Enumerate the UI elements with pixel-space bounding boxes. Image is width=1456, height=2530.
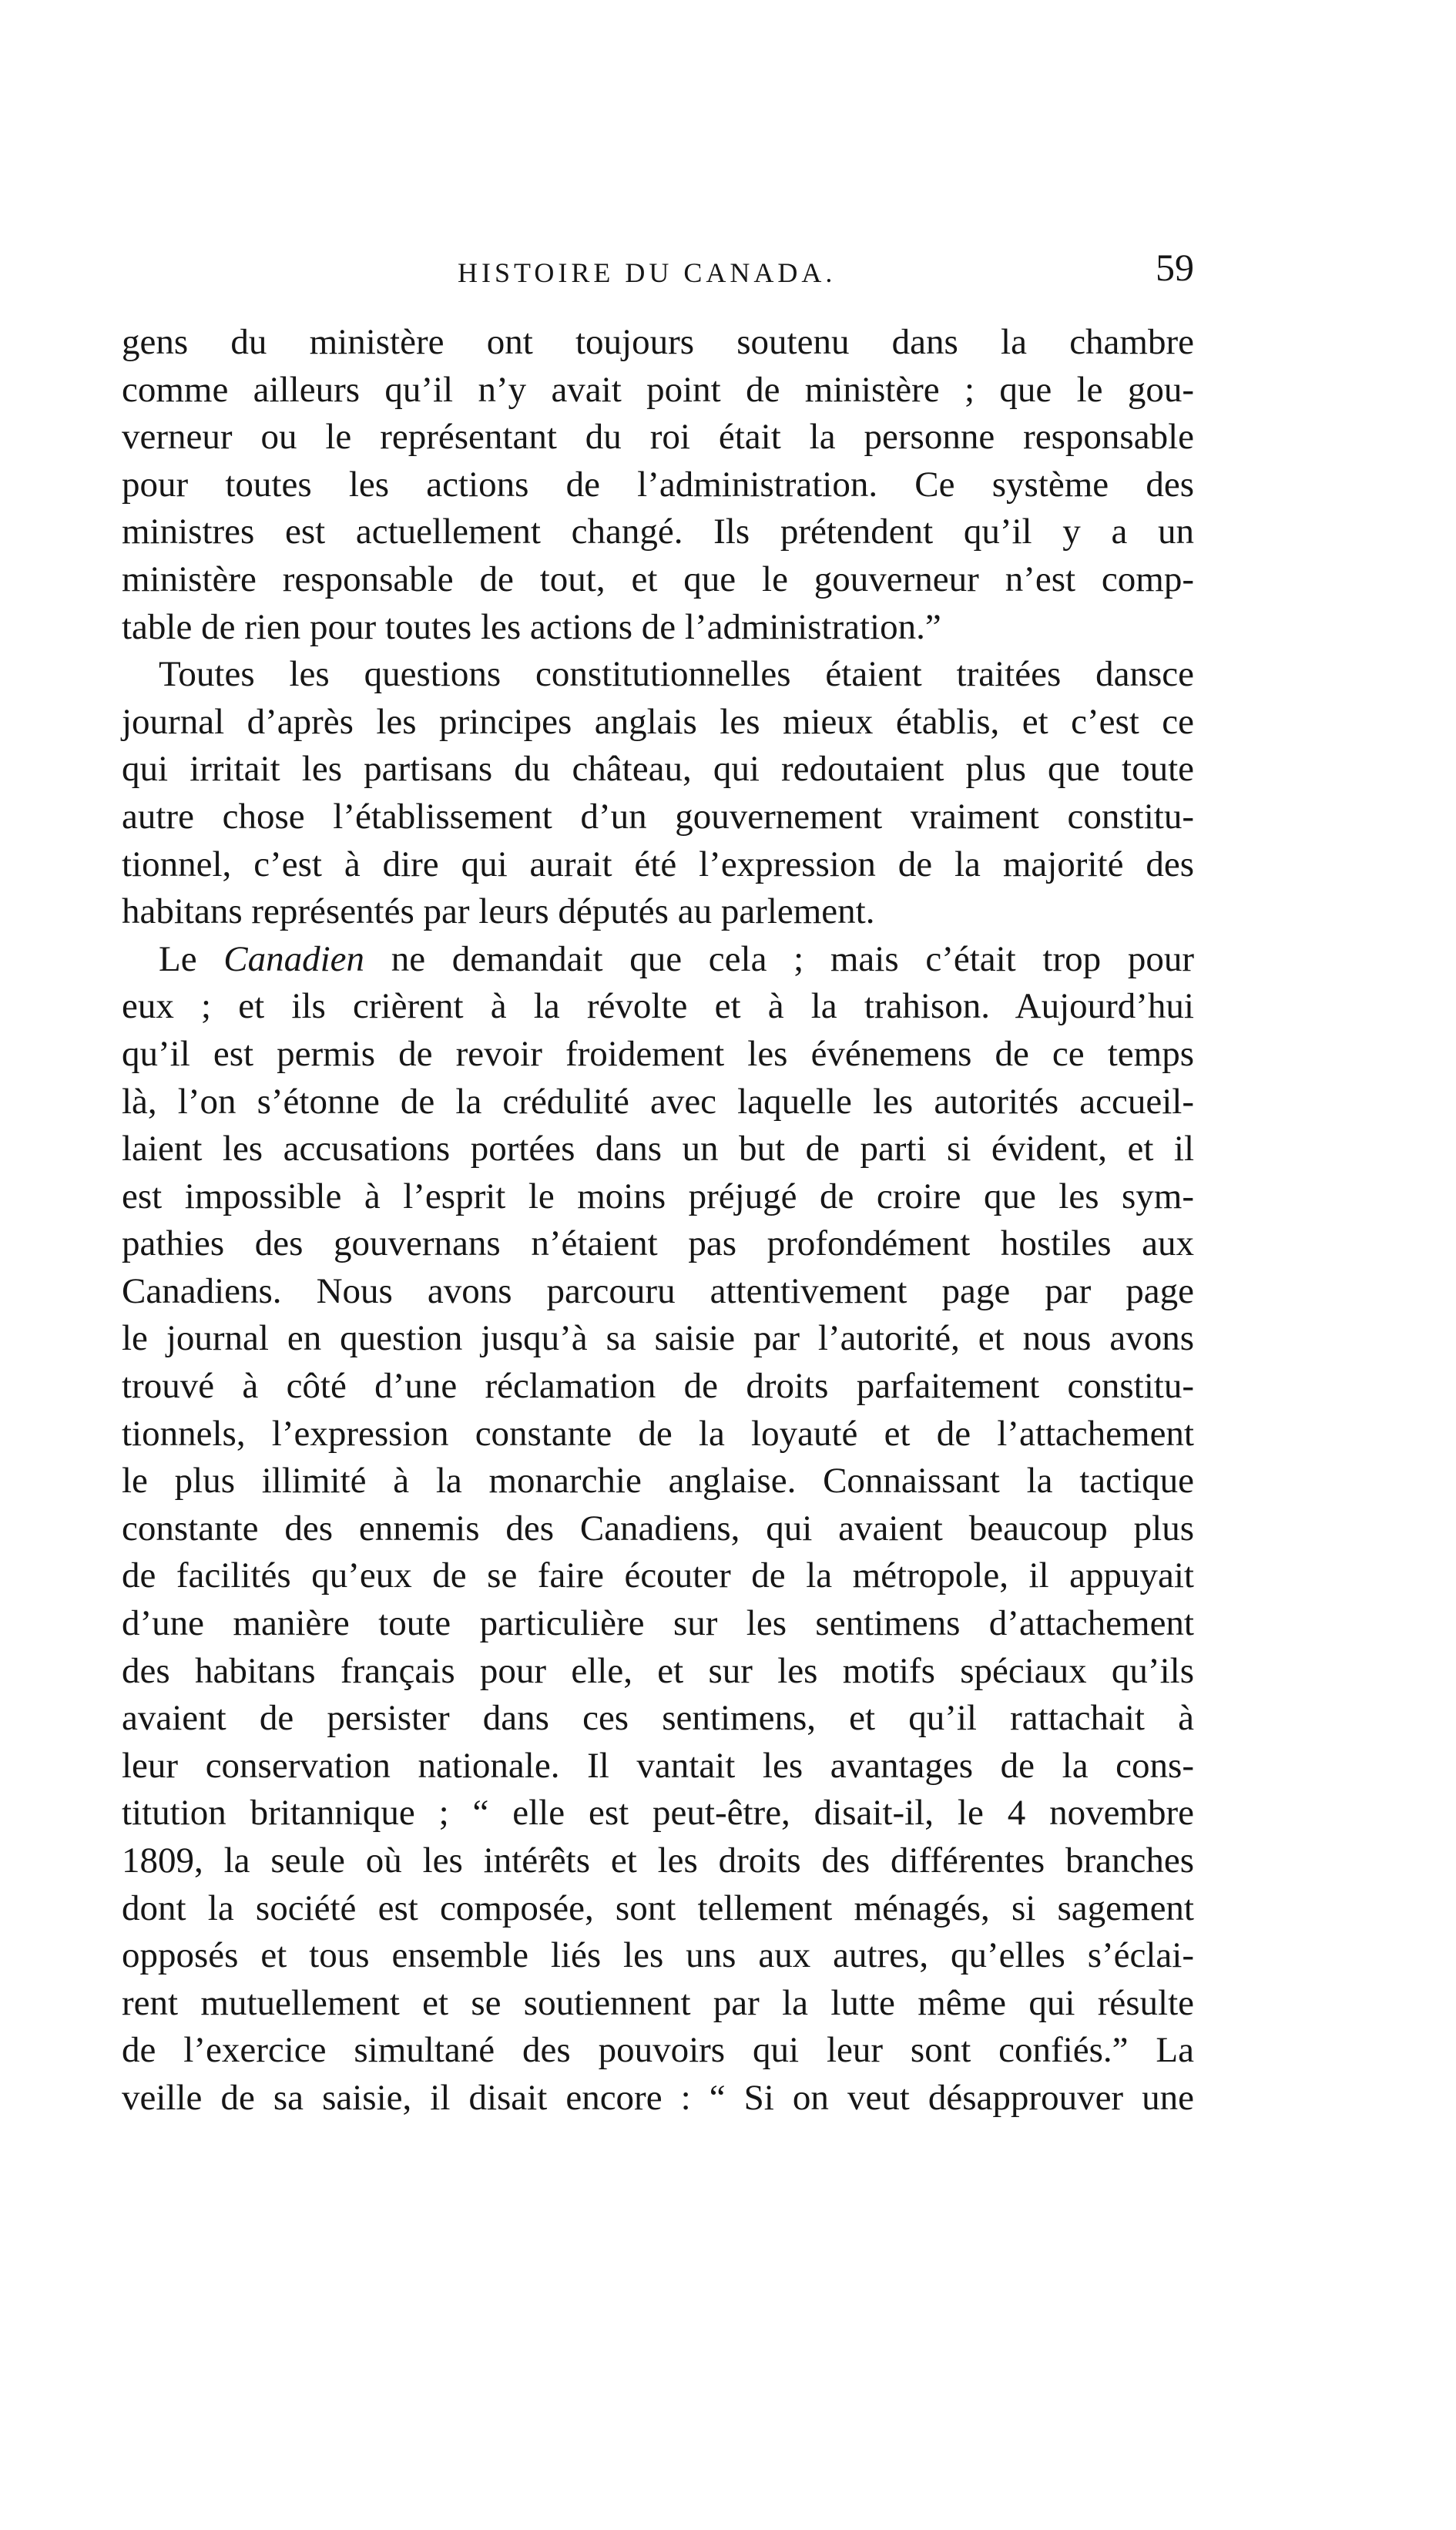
text-line: gens du ministère ont toujours soutenu dans la chambre xyxy=(122,322,1194,362)
text-line: constante des ennemis des Canadiens, qui avaient beaucoup plus xyxy=(122,1508,1194,1549)
text-line: verneur ou le représentant du roi était la personne responsable xyxy=(122,417,1194,458)
text-line: opposés et tous ensemble liés les uns aux autres, qu’elles s’éclai- xyxy=(122,1935,1194,1976)
text-line: de l’exercice simultané des pouvoirs qui leur sont confiés.” La xyxy=(122,2030,1194,2071)
text-line: veille de sa saisie, il disait encore : “ Si on veut désapprouver une xyxy=(122,2077,1194,2118)
text-line: rent mutuellement et se soutiennent par la lutte même qui résulte xyxy=(122,1982,1194,2023)
text-line: le journal en question jusqu’à sa saisie par l’autorité, et nous avons xyxy=(122,1318,1194,1359)
text-line: pathies des gouvernans n’étaient pas profondément hostiles aux xyxy=(122,1223,1194,1264)
text-line: eux ; et ils crièrent à la révolte et à la trahison. Aujourd’hui xyxy=(122,986,1194,1027)
text-line: pour toutes les actions de l’administration. Ce système des xyxy=(122,464,1194,505)
text-line: ministres est actuellement changé. Ils prétendent qu’il y a un xyxy=(122,512,1194,552)
text-line: ministère responsable de tout, et que le gouverneur n’est comp- xyxy=(122,559,1194,599)
text-line: d’une manière toute particulière sur les sentimens d’attachement xyxy=(122,1603,1194,1644)
text-line: table de rien pour toutes les actions de l’administration.” xyxy=(122,606,941,647)
text-line: de facilités qu’eux de se faire écouter de la métropole, il appuyait xyxy=(122,1555,1194,1596)
line-prefix: Le xyxy=(159,938,224,979)
text-line: là, l’on s’étonne de la crédulité avec laquelle les autorités accueil- xyxy=(122,1081,1194,1122)
text-line: est impossible à l’esprit le moins préjugé de croire que les sym- xyxy=(122,1176,1194,1216)
text-line: dont la société est composée, sont tellement ménagés, si sagement xyxy=(122,1887,1194,1928)
text-line: comme ailleurs qu’il n’y avait point de ministère ; que le gou- xyxy=(122,369,1194,410)
text-line: leur conservation nationale. Il vantait les avantages de la cons- xyxy=(122,1745,1194,1786)
text-line: des habitans français pour elle, et sur les motifs spéciaux qu’ils xyxy=(122,1650,1194,1691)
journal-title-italic: Canadien xyxy=(223,938,365,979)
paragraph-start-line xyxy=(122,936,1194,984)
text-line: tionnels, l’expression constante de la loyauté et de l’attachement xyxy=(122,1413,1194,1454)
paragraph-start-line: Toutes les questions constitutionnelles étaient traitées dansce xyxy=(159,654,1194,695)
text-line: le plus illimité à la monarchie anglaise. Connaissant la tactique xyxy=(122,1461,1194,1502)
text-line: tionnel, c’est à dire qui aurait été l’expression de la majorité des xyxy=(122,844,1194,884)
line-suffix: ne demandait que cela ; mais c’était trop pour xyxy=(364,938,1194,979)
text-line: journal d’après les principes anglais les mieux établis, et c’est ce xyxy=(122,701,1194,742)
text-line: autre chose l’établissement d’un gouvernement vraiment constitu- xyxy=(122,796,1194,837)
text-line: qui irritait les partisans du château, qui redoutaient plus que toute xyxy=(122,749,1194,790)
text-line: qu’il est permis de revoir froidement les événemens de ce temps xyxy=(122,1033,1194,1074)
text-line: trouvé à côté d’une réclamation de droits parfaitement constitu- xyxy=(122,1366,1194,1407)
text-line: Canadiens. Nous avons parcouru attentivement page par page xyxy=(122,1270,1194,1311)
text-line: laient les accusations portées dans un but de parti si évident, et il xyxy=(122,1129,1194,1169)
text-line: 1809, la seule où les intérêts et les droits des différentes branches xyxy=(122,1840,1194,1881)
body-text xyxy=(122,319,1194,2122)
text-line: habitans représentés par leurs députés au parlement. xyxy=(122,891,875,932)
running-head xyxy=(122,245,1194,299)
text-line: titution britannique ; “ elle est peut-être, disait-il, le 4 novembre xyxy=(122,1793,1194,1834)
page-number: 59 xyxy=(1156,246,1194,289)
running-title: HISTOIRE DU CANADA. xyxy=(458,257,837,288)
text-line: avaient de persister dans ces sentimens, et qu’il rattachait à xyxy=(122,1698,1194,1739)
